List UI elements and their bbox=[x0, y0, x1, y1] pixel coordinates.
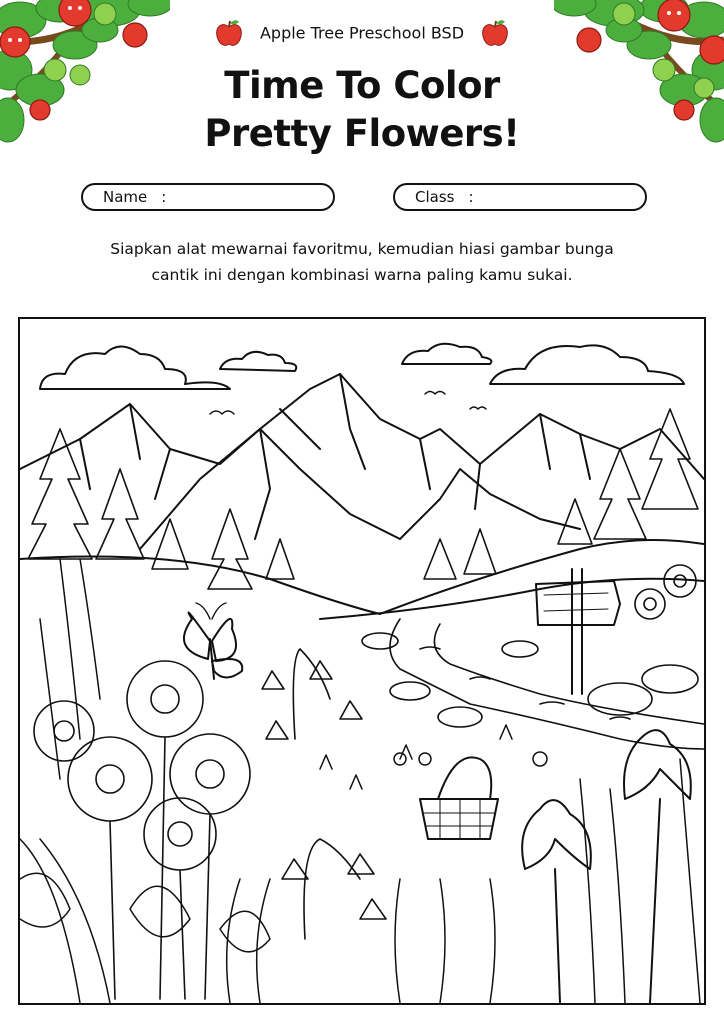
cloud-icon bbox=[490, 345, 684, 384]
iris-flowers bbox=[522, 730, 691, 1003]
instructions bbox=[60, 236, 664, 288]
coloring-scene bbox=[18, 317, 706, 1005]
page-title bbox=[0, 62, 724, 158]
instructions-line-1: Siapkan alat mewarnai favoritmu, kemudian hiasi gambar bunga bbox=[110, 240, 614, 258]
school-name: Apple Tree Preschool BSD bbox=[259, 23, 465, 43]
daisy-flowers bbox=[34, 565, 696, 999]
title-line-1: Time To Color bbox=[224, 64, 500, 107]
bird-icon bbox=[210, 392, 486, 415]
name-separator: : bbox=[161, 188, 167, 206]
pine-trees bbox=[28, 409, 698, 589]
apple-icon bbox=[481, 18, 509, 48]
instructions-line-2: cantik ini dengan kombinasi warna paling kamu sukai. bbox=[151, 266, 573, 284]
bluebell-flowers bbox=[262, 649, 386, 939]
class-field[interactable] bbox=[393, 183, 647, 211]
cloud-icon bbox=[402, 344, 491, 364]
basket-icon bbox=[420, 757, 498, 839]
name-label: Name bbox=[103, 188, 148, 206]
cloud-icon bbox=[40, 347, 230, 390]
class-label: Class bbox=[415, 188, 455, 206]
stream bbox=[362, 619, 704, 749]
title-line-2: Pretty Flowers! bbox=[204, 112, 520, 155]
butterfly-icon bbox=[184, 603, 242, 679]
name-field[interactable] bbox=[81, 183, 335, 211]
cloud-icon bbox=[220, 352, 296, 371]
school-header bbox=[0, 18, 724, 48]
hills bbox=[20, 540, 704, 619]
apple-icon bbox=[215, 18, 243, 48]
class-separator: : bbox=[468, 188, 474, 206]
